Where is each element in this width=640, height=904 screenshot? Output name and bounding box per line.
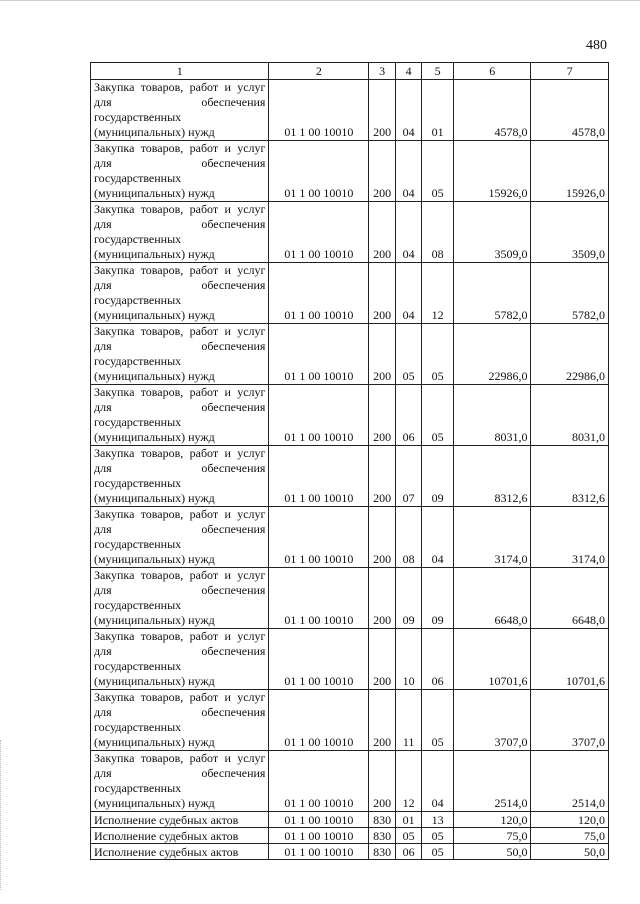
row-subsection: 05 (422, 141, 454, 202)
table-row (91, 812, 609, 828)
row-description: Закупка товаров, работ и услуг для обеспечения государственных (муниципальных) нужд (91, 690, 269, 751)
table-row (91, 690, 609, 751)
row-amount-2: 3509,0 (531, 202, 609, 263)
row-amount-2: 3707,0 (531, 690, 609, 751)
table-row (91, 751, 609, 812)
row-subsection: 08 (422, 202, 454, 263)
header-cell: 3 (369, 63, 396, 80)
top-border-line (0, 0, 640, 1)
table-row (91, 80, 609, 141)
row-expense-type: 200 (369, 202, 396, 263)
row-amount-2: 4578,0 (531, 80, 609, 141)
row-subsection: 12 (422, 263, 454, 324)
row-description: Закупка товаров, работ и услуг для обеспечения государственных (муниципальных) нужд (91, 141, 269, 202)
table-row (91, 568, 609, 629)
row-target-code: 01 1 00 10010 (269, 202, 369, 263)
table-row (91, 828, 609, 844)
row-target-code: 01 1 00 10010 (269, 263, 369, 324)
row-description: Исполнение судебных актов (91, 828, 269, 844)
row-target-code: 01 1 00 10010 (269, 385, 369, 446)
row-amount-2: 5782,0 (531, 263, 609, 324)
row-amount-2: 50,0 (531, 844, 609, 860)
row-target-code: 01 1 00 10010 (269, 141, 369, 202)
row-target-code: 01 1 00 10010 (269, 80, 369, 141)
row-description: Закупка товаров, работ и услуг для обеспечения государственных (муниципальных) нужд (91, 385, 269, 446)
row-description: Закупка товаров, работ и услуг для обеспечения государственных (муниципальных) нужд (91, 263, 269, 324)
row-target-code: 01 1 00 10010 (269, 568, 369, 629)
row-amount-1: 15926,0 (453, 141, 530, 202)
row-amount-1: 8031,0 (453, 385, 530, 446)
row-amount-1: 5782,0 (453, 263, 530, 324)
row-section: 05 (395, 828, 422, 844)
row-subsection: 04 (422, 507, 454, 568)
row-description: Закупка товаров, работ и услуг для обеспечения государственных (муниципальных) нужд (91, 324, 269, 385)
row-amount-2: 10701,6 (531, 629, 609, 690)
row-expense-type: 830 (369, 844, 396, 860)
row-expense-type: 200 (369, 385, 396, 446)
row-amount-2: 6648,0 (531, 568, 609, 629)
row-expense-type: 200 (369, 263, 396, 324)
row-section: 04 (395, 263, 422, 324)
row-subsection: 05 (422, 385, 454, 446)
row-target-code: 01 1 00 10010 (269, 324, 369, 385)
row-section: 04 (395, 80, 422, 141)
row-section: 08 (395, 507, 422, 568)
row-amount-2: 3174,0 (531, 507, 609, 568)
row-amount-1: 3509,0 (453, 202, 530, 263)
table-row (91, 446, 609, 507)
row-expense-type: 830 (369, 812, 396, 828)
row-amount-1: 75,0 (453, 828, 530, 844)
header-row (91, 63, 609, 80)
row-description: Закупка товаров, работ и услуг для обеспечения государственных (муниципальных) нужд (91, 568, 269, 629)
row-target-code: 01 1 00 10010 (269, 446, 369, 507)
row-target-code: 01 1 00 10010 (269, 751, 369, 812)
table-row (91, 507, 609, 568)
row-section: 10 (395, 629, 422, 690)
row-section: 12 (395, 751, 422, 812)
row-expense-type: 830 (369, 828, 396, 844)
row-expense-type: 200 (369, 80, 396, 141)
table-row (91, 844, 609, 860)
row-subsection: 09 (422, 446, 454, 507)
row-amount-1: 3707,0 (453, 690, 530, 751)
row-expense-type: 200 (369, 507, 396, 568)
row-expense-type: 200 (369, 446, 396, 507)
row-description: Закупка товаров, работ и услуг для обеспечения государственных (муниципальных) нужд (91, 80, 269, 141)
row-amount-1: 3174,0 (453, 507, 530, 568)
row-description: Закупка товаров, работ и услуг для обеспечения государственных (муниципальных) нужд (91, 507, 269, 568)
row-amount-2: 22986,0 (531, 324, 609, 385)
table-row (91, 629, 609, 690)
row-subsection: 04 (422, 751, 454, 812)
row-amount-2: 120,0 (531, 812, 609, 828)
row-section: 06 (395, 844, 422, 860)
row-target-code: 01 1 00 10010 (269, 812, 369, 828)
row-description: Закупка товаров, работ и услуг для обеспечения государственных (муниципальных) нужд (91, 751, 269, 812)
row-subsection: 13 (422, 812, 454, 828)
row-section: 01 (395, 812, 422, 828)
row-section: 09 (395, 568, 422, 629)
row-expense-type: 200 (369, 568, 396, 629)
row-section: 07 (395, 446, 422, 507)
row-amount-2: 8031,0 (531, 385, 609, 446)
row-target-code: 01 1 00 10010 (269, 844, 369, 860)
table-row (91, 324, 609, 385)
row-amount-1: 8312,6 (453, 446, 530, 507)
row-target-code: 01 1 00 10010 (269, 690, 369, 751)
row-description: Закупка товаров, работ и услуг для обеспечения государственных (муниципальных) нужд (91, 629, 269, 690)
row-target-code: 01 1 00 10010 (269, 507, 369, 568)
table-row (91, 141, 609, 202)
row-description: Закупка товаров, работ и услуг для обеспечения государственных (муниципальных) нужд (91, 202, 269, 263)
row-section: 11 (395, 690, 422, 751)
row-amount-1: 50,0 (453, 844, 530, 860)
header-cell: 5 (422, 63, 454, 80)
row-description: Исполнение судебных актов (91, 844, 269, 860)
page-number: 480 (586, 38, 607, 53)
row-subsection: 05 (422, 690, 454, 751)
row-subsection: 09 (422, 568, 454, 629)
row-expense-type: 200 (369, 324, 396, 385)
header-cell: 1 (91, 63, 269, 80)
table-row (91, 385, 609, 446)
row-description: Закупка товаров, работ и услуг для обеспечения государственных (муниципальных) нужд (91, 446, 269, 507)
row-target-code: 01 1 00 10010 (269, 629, 369, 690)
row-expense-type: 200 (369, 629, 396, 690)
row-amount-1: 10701,6 (453, 629, 530, 690)
row-description: Исполнение судебных актов (91, 812, 269, 828)
table-row (91, 202, 609, 263)
row-amount-2: 15926,0 (531, 141, 609, 202)
row-amount-2: 8312,6 (531, 446, 609, 507)
row-amount-1: 22986,0 (453, 324, 530, 385)
header-cell: 4 (395, 63, 422, 80)
row-expense-type: 200 (369, 690, 396, 751)
row-subsection: 01 (422, 80, 454, 141)
row-expense-type: 200 (369, 751, 396, 812)
header-cell: 6 (453, 63, 530, 80)
row-amount-2: 2514,0 (531, 751, 609, 812)
budget-table (90, 62, 609, 860)
row-amount-1: 120,0 (453, 812, 530, 828)
row-subsection: 05 (422, 828, 454, 844)
row-subsection: 05 (422, 844, 454, 860)
row-section: 06 (395, 385, 422, 446)
row-section: 04 (395, 202, 422, 263)
row-section: 05 (395, 324, 422, 385)
table-row (91, 263, 609, 324)
row-subsection: 05 (422, 324, 454, 385)
row-amount-2: 75,0 (531, 828, 609, 844)
header-cell: 2 (269, 63, 369, 80)
row-expense-type: 200 (369, 141, 396, 202)
row-amount-1: 2514,0 (453, 751, 530, 812)
header-cell: 7 (531, 63, 609, 80)
row-section: 04 (395, 141, 422, 202)
row-target-code: 01 1 00 10010 (269, 828, 369, 844)
row-subsection: 06 (422, 629, 454, 690)
row-amount-1: 4578,0 (453, 80, 530, 141)
row-amount-1: 6648,0 (453, 568, 530, 629)
scan-margin-marks (0, 740, 4, 890)
